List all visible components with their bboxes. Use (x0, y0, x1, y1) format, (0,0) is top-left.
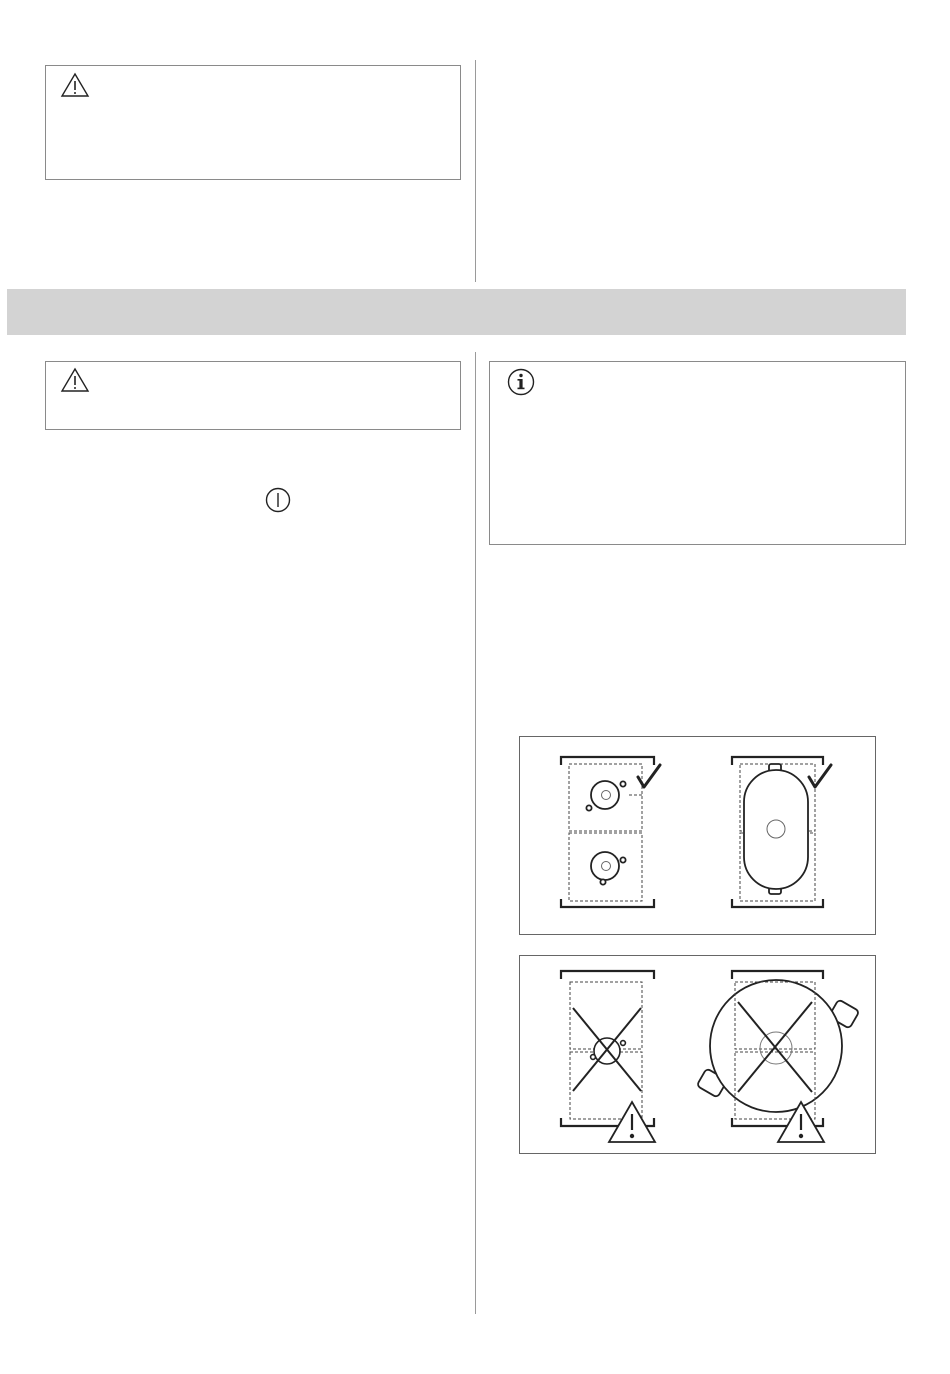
warning-triangle-icon (60, 72, 90, 98)
warning-triangle-icon (60, 367, 90, 393)
info-icon (506, 367, 536, 397)
section-header-band (7, 289, 906, 335)
column-divider-bottom (475, 352, 476, 1314)
warning-box-top (45, 65, 461, 180)
warning-triangle-icon (609, 1102, 655, 1142)
figure-incorrect-cookware (519, 955, 876, 1154)
figure-correct-cookware (519, 736, 876, 935)
info-box (489, 361, 906, 545)
power-symbol-icon (264, 486, 292, 514)
column-divider-top (475, 60, 476, 282)
checkmark-icon (809, 765, 831, 787)
checkmark-icon (638, 765, 660, 787)
warning-box-left (45, 361, 461, 430)
